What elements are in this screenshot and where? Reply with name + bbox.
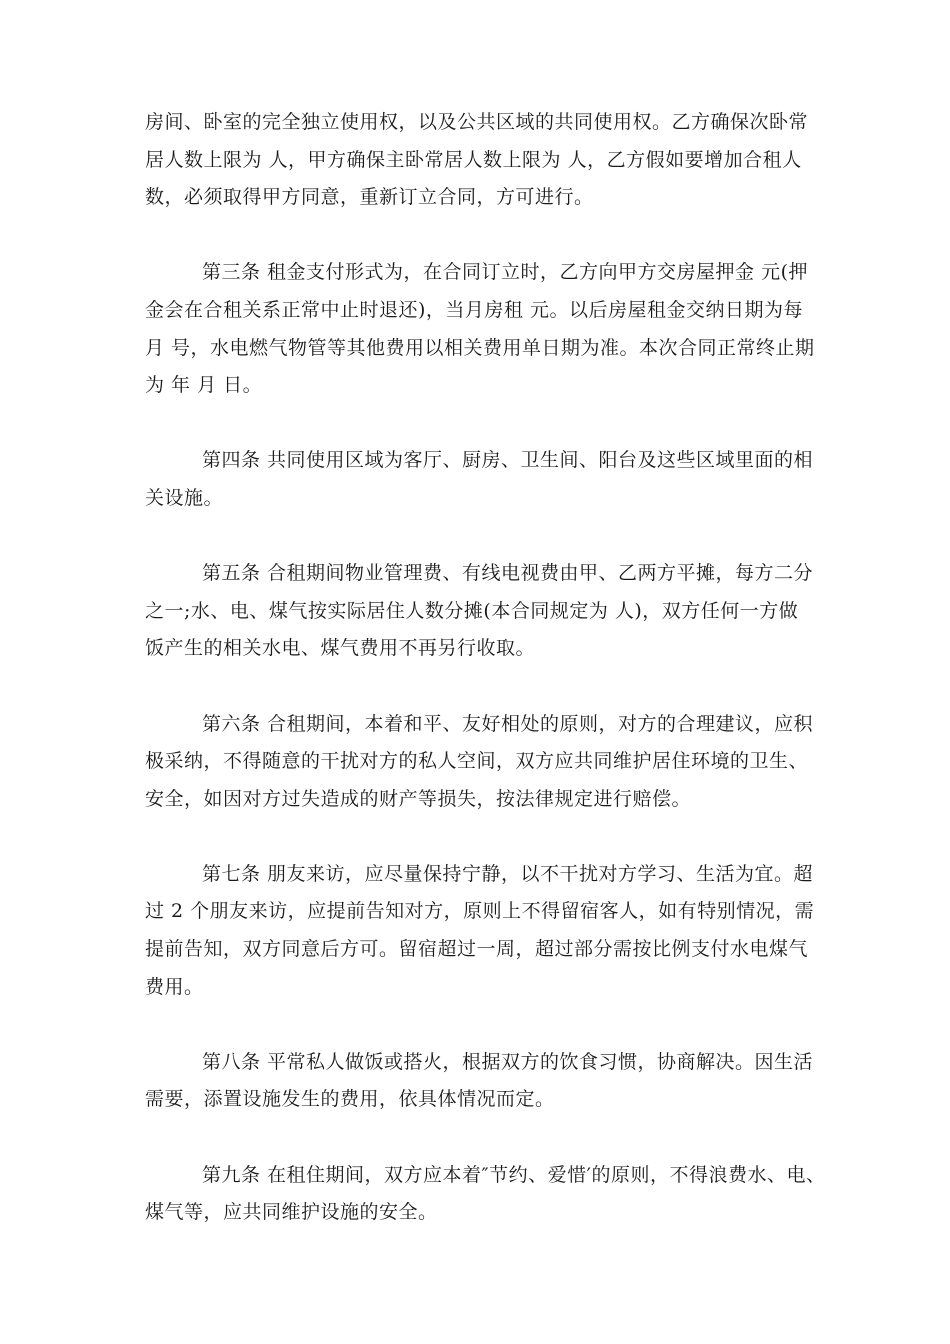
paragraph-spacer bbox=[145, 518, 815, 556]
text-line: 月 号，水电燃气物管等其他费用以相关费用单日期为准。本次合同正常终止期 bbox=[145, 336, 815, 359]
text-line: 居人数上限为 人，甲方确保主卧常居人数上限为 人，乙方假如要增加合租人 bbox=[145, 148, 802, 171]
text-line: 第七条 朋友来访，应尽量保持宁静，以不干扰对方学习、生活为宜。超 bbox=[202, 862, 814, 885]
text-line: 提前告知，双方同意后方可。留宿超过一周，超过部分需按比例支付水电煤气 bbox=[145, 938, 809, 961]
text-line: 第五条 合租期间物业管理费、有线电视费由甲、乙两方平摊，每方二分 bbox=[202, 562, 814, 585]
paragraph-spacer bbox=[145, 405, 815, 443]
paragraph-clause-9 bbox=[145, 1157, 826, 1232]
paragraph-clause-6 bbox=[145, 706, 815, 819]
text-line: 安全，如因对方过失造成的财产等损失，按法律规定进行赔偿。 bbox=[145, 787, 692, 810]
paragraph-clause-3 bbox=[145, 254, 815, 404]
paragraph-clause-8 bbox=[145, 1044, 815, 1119]
text-line: 第九条 在租住期间，双方应本着″节约、爱惜′的原则，不得浪费水、电、 bbox=[202, 1163, 826, 1186]
paragraph-spacer bbox=[145, 818, 815, 856]
text-line: 金会在合租关系正常中止时退还)，当月房租 元。以后房屋租金交纳日期为每 bbox=[145, 298, 803, 321]
text-line: 数，必须取得甲方同意，重新订立合同，方可进行。 bbox=[145, 186, 594, 209]
text-line: 第三条 租金支付形式为，在合同订立时，乙方向甲方交房屋押金 元(押 bbox=[202, 261, 808, 284]
text-line: 过 2 个朋友来访，应提前告知对方，原则上不得留宿客人，如有特别情况，需 bbox=[145, 900, 815, 923]
paragraph-clause-4 bbox=[145, 442, 815, 517]
paragraph-spacer bbox=[145, 1119, 815, 1157]
text-line: 煤气等，应共同维护设施的安全。 bbox=[145, 1201, 438, 1224]
paragraph-spacer bbox=[145, 217, 815, 255]
text-line: 房间、卧室的完全独立使用权，以及公共区域的共同使用权。乙方确保次卧常 bbox=[145, 111, 809, 133]
text-line: 饭产生的相关水电、煤气费用不再另行收取。 bbox=[145, 637, 536, 660]
text-line: 费用。 bbox=[145, 975, 204, 998]
text-line: 第六条 合租期间，本着和平、友好相处的原则，对方的合理建议，应积 bbox=[202, 712, 814, 735]
paragraph-clause-2-continued bbox=[145, 104, 815, 217]
text-line: 极采纳，不得随意的干扰对方的私人空间，双方应共同维护居住环境的卫生、 bbox=[145, 750, 809, 773]
text-line: 需要，添置设施发生的费用，依具体情况而定。 bbox=[145, 1088, 555, 1111]
paragraph-clause-7 bbox=[145, 856, 815, 1006]
text-line: 第四条 共同使用区域为客厅、厨房、卫生间、阳台及这些区域里面的相 bbox=[202, 449, 814, 472]
text-line: 之一;水、电、煤气按实际居住人数分摊(本合同规定为 人)，双方任何一方做 bbox=[145, 599, 799, 622]
paragraph-spacer bbox=[145, 1006, 815, 1044]
text-line: 关设施。 bbox=[145, 486, 224, 509]
paragraph-spacer bbox=[145, 668, 815, 706]
paragraph-clause-5 bbox=[145, 555, 815, 668]
text-line: 第八条 平常私人做饭或搭火，根据双方的饮食习惯，协商解决。因生活 bbox=[202, 1050, 814, 1073]
text-line: 为 年 月 日。 bbox=[145, 374, 263, 397]
document-page bbox=[145, 104, 826, 1232]
